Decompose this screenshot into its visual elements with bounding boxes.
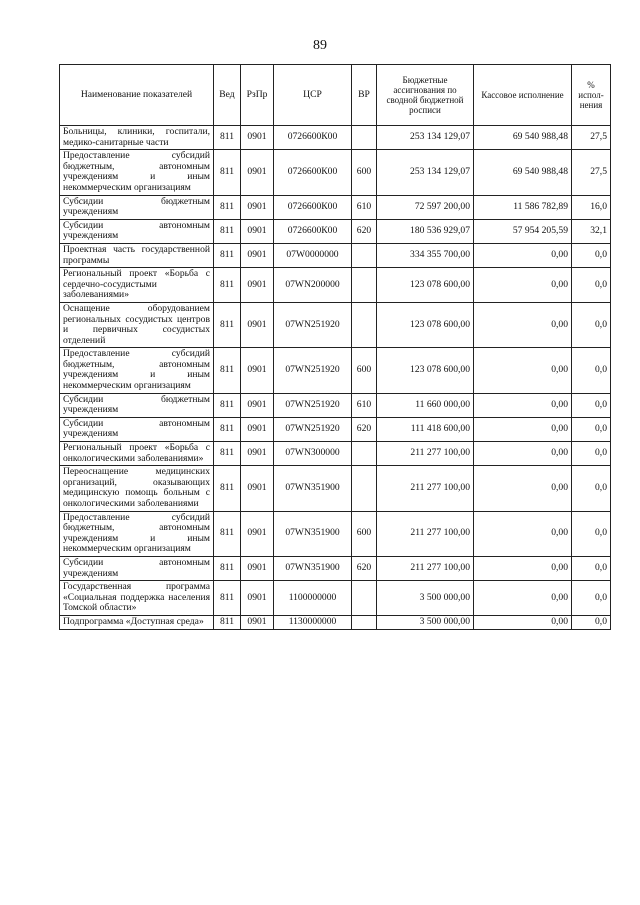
table-row (60, 581, 611, 616)
row-name: Субсидии автономным учреждениям (60, 219, 214, 243)
row-percent: 0,0 (572, 615, 611, 629)
row-cash: 57 954 205,59 (474, 219, 572, 243)
row-ved: 811 (214, 466, 241, 511)
row-csr: 07WN351900 (274, 556, 352, 580)
row-vr: 620 (352, 417, 377, 441)
row-percent: 0,0 (572, 442, 611, 466)
page-number: 89 (313, 38, 327, 53)
row-ved: 811 (214, 195, 241, 219)
row-ved: 811 (214, 556, 241, 580)
header-percent: % испол-нения (572, 65, 611, 126)
table-row (60, 442, 611, 466)
header-ved: Вед (214, 65, 241, 126)
row-csr: 07WN251920 (274, 393, 352, 417)
table-row (60, 302, 611, 347)
header-name: Наименование показателей (60, 65, 214, 126)
row-budget: 123 078 600,00 (377, 348, 474, 393)
row-percent: 0,0 (572, 581, 611, 616)
header-budget: Бюджетные ассигнования по сводной бюджетной росписи (377, 65, 474, 126)
row-name: Государственная программа «Социальная поддержка населения Томской области» (60, 581, 214, 616)
table-row (60, 348, 611, 393)
row-budget: 211 277 100,00 (377, 442, 474, 466)
table-row (60, 195, 611, 219)
row-percent: 0,0 (572, 348, 611, 393)
row-cash: 0,00 (474, 393, 572, 417)
row-percent: 27,5 (572, 150, 611, 195)
row-cash: 0,00 (474, 268, 572, 303)
row-cash: 0,00 (474, 417, 572, 441)
row-budget: 253 134 129,07 (377, 126, 474, 150)
row-vr: 620 (352, 219, 377, 243)
table-body (60, 126, 611, 630)
row-vr: 610 (352, 393, 377, 417)
row-rzpr: 0901 (241, 417, 274, 441)
row-rzpr: 0901 (241, 219, 274, 243)
table-row (60, 615, 611, 629)
row-percent: 0,0 (572, 268, 611, 303)
row-name: Субсидии автономным учреждениям (60, 417, 214, 441)
row-percent: 16,0 (572, 195, 611, 219)
row-name: Региональный проект «Борьба с онкологическими заболеваниями» (60, 442, 214, 466)
row-vr: 600 (352, 150, 377, 195)
row-csr: 0726600К00 (274, 150, 352, 195)
row-rzpr: 0901 (241, 150, 274, 195)
row-budget: 123 078 600,00 (377, 268, 474, 303)
row-budget: 111 418 600,00 (377, 417, 474, 441)
row-ved: 811 (214, 150, 241, 195)
row-ved: 811 (214, 417, 241, 441)
row-vr (352, 302, 377, 347)
row-name: Больницы, клиники, госпитали, медико-санитарные части (60, 126, 214, 150)
table-row (60, 126, 611, 150)
row-vr: 610 (352, 195, 377, 219)
row-csr: 1130000000 (274, 615, 352, 629)
table-row (60, 466, 611, 511)
row-vr (352, 466, 377, 511)
row-csr: 07WN251920 (274, 417, 352, 441)
row-budget: 253 134 129,07 (377, 150, 474, 195)
row-cash: 69 540 988,48 (474, 150, 572, 195)
row-budget: 11 660 000,00 (377, 393, 474, 417)
table-row (60, 556, 611, 580)
row-cash: 0,00 (474, 442, 572, 466)
row-budget: 3 500 000,00 (377, 581, 474, 616)
row-ved: 811 (214, 442, 241, 466)
row-rzpr: 0901 (241, 195, 274, 219)
row-name: Предоставление субсидий бюджетным, автономным учреждениям и иным некоммерческим организациям (60, 348, 214, 393)
row-name: Проектная часть государственной программы (60, 243, 214, 267)
table-row (60, 511, 611, 556)
row-cash: 11 586 782,89 (474, 195, 572, 219)
row-ved: 811 (214, 581, 241, 616)
row-csr: 1100000000 (274, 581, 352, 616)
row-name: Региональный проект «Борьба с сердечно-сосудистыми заболеваниями» (60, 268, 214, 303)
row-ved: 811 (214, 302, 241, 347)
row-name: Оснащение оборудованием региональных сосудистых центров и первичных сосудистых отделений (60, 302, 214, 347)
row-rzpr: 0901 (241, 442, 274, 466)
row-ved: 811 (214, 615, 241, 629)
row-vr (352, 581, 377, 616)
table-row (60, 417, 611, 441)
row-percent: 32,1 (572, 219, 611, 243)
row-rzpr: 0901 (241, 268, 274, 303)
row-rzpr: 0901 (241, 615, 274, 629)
row-csr: 07WN251920 (274, 348, 352, 393)
row-ved: 811 (214, 219, 241, 243)
table-row (60, 268, 611, 303)
row-csr: 07WN251920 (274, 302, 352, 347)
row-budget: 72 597 200,00 (377, 195, 474, 219)
row-budget: 3 500 000,00 (377, 615, 474, 629)
row-budget: 123 078 600,00 (377, 302, 474, 347)
row-rzpr: 0901 (241, 511, 274, 556)
header-vr: ВР (352, 65, 377, 126)
row-ved: 811 (214, 126, 241, 150)
row-budget: 211 277 100,00 (377, 466, 474, 511)
row-csr: 0726600К00 (274, 219, 352, 243)
budget-execution-table (59, 64, 611, 630)
row-rzpr: 0901 (241, 348, 274, 393)
table-row (60, 150, 611, 195)
row-name: Подпрограмма «Доступная среда» (60, 615, 214, 629)
table-header-row (60, 65, 611, 126)
row-rzpr: 0901 (241, 243, 274, 267)
table-row (60, 243, 611, 267)
row-rzpr: 0901 (241, 302, 274, 347)
row-budget: 211 277 100,00 (377, 556, 474, 580)
row-csr: 07W0000000 (274, 243, 352, 267)
row-budget: 334 355 700,00 (377, 243, 474, 267)
row-name: Предоставление субсидий бюджетным, автономным учреждениям и иным некоммерческим организациям (60, 150, 214, 195)
header-cash: Кассовое исполнение (474, 65, 572, 126)
row-percent: 0,0 (572, 466, 611, 511)
row-percent: 0,0 (572, 556, 611, 580)
row-cash: 0,00 (474, 348, 572, 393)
row-ved: 811 (214, 243, 241, 267)
row-percent: 0,0 (572, 393, 611, 417)
row-percent: 0,0 (572, 243, 611, 267)
row-percent: 27,5 (572, 126, 611, 150)
row-rzpr: 0901 (241, 126, 274, 150)
row-cash: 0,00 (474, 581, 572, 616)
row-rzpr: 0901 (241, 466, 274, 511)
row-csr: 07WN200000 (274, 268, 352, 303)
row-vr (352, 442, 377, 466)
header-rzpr: РзПр (241, 65, 274, 126)
row-csr: 0726600К00 (274, 126, 352, 150)
row-cash: 0,00 (474, 302, 572, 347)
row-name: Субсидии бюджетным учреждениям (60, 393, 214, 417)
row-rzpr: 0901 (241, 581, 274, 616)
table-row (60, 219, 611, 243)
row-vr (352, 615, 377, 629)
row-name: Субсидии бюджетным учреждениям (60, 195, 214, 219)
row-cash: 0,00 (474, 615, 572, 629)
row-cash: 0,00 (474, 243, 572, 267)
row-rzpr: 0901 (241, 393, 274, 417)
row-cash: 0,00 (474, 511, 572, 556)
row-csr: 07WN300000 (274, 442, 352, 466)
row-vr (352, 268, 377, 303)
table-row (60, 393, 611, 417)
row-rzpr: 0901 (241, 556, 274, 580)
row-csr: 07WN351900 (274, 511, 352, 556)
row-percent: 0,0 (572, 417, 611, 441)
row-name: Субсидии автономным учреждениям (60, 556, 214, 580)
row-ved: 811 (214, 511, 241, 556)
row-vr: 600 (352, 348, 377, 393)
row-cash: 0,00 (474, 556, 572, 580)
row-csr: 07WN351900 (274, 466, 352, 511)
row-name: Предоставление субсидий бюджетным, автономным учреждениям и иным некоммерческим организациям (60, 511, 214, 556)
row-budget: 180 536 929,07 (377, 219, 474, 243)
row-vr: 600 (352, 511, 377, 556)
row-ved: 811 (214, 348, 241, 393)
row-vr (352, 243, 377, 267)
row-percent: 0,0 (572, 511, 611, 556)
row-budget: 211 277 100,00 (377, 511, 474, 556)
row-ved: 811 (214, 393, 241, 417)
row-ved: 811 (214, 268, 241, 303)
row-cash: 0,00 (474, 466, 572, 511)
row-csr: 0726600К00 (274, 195, 352, 219)
row-name: Переоснащение медицинских организаций, оказывающих медицинскую помощь больным с онкологическими заболеваниями (60, 466, 214, 511)
row-vr: 620 (352, 556, 377, 580)
row-vr (352, 126, 377, 150)
row-percent: 0,0 (572, 302, 611, 347)
row-cash: 69 540 988,48 (474, 126, 572, 150)
header-csr: ЦСР (274, 65, 352, 126)
